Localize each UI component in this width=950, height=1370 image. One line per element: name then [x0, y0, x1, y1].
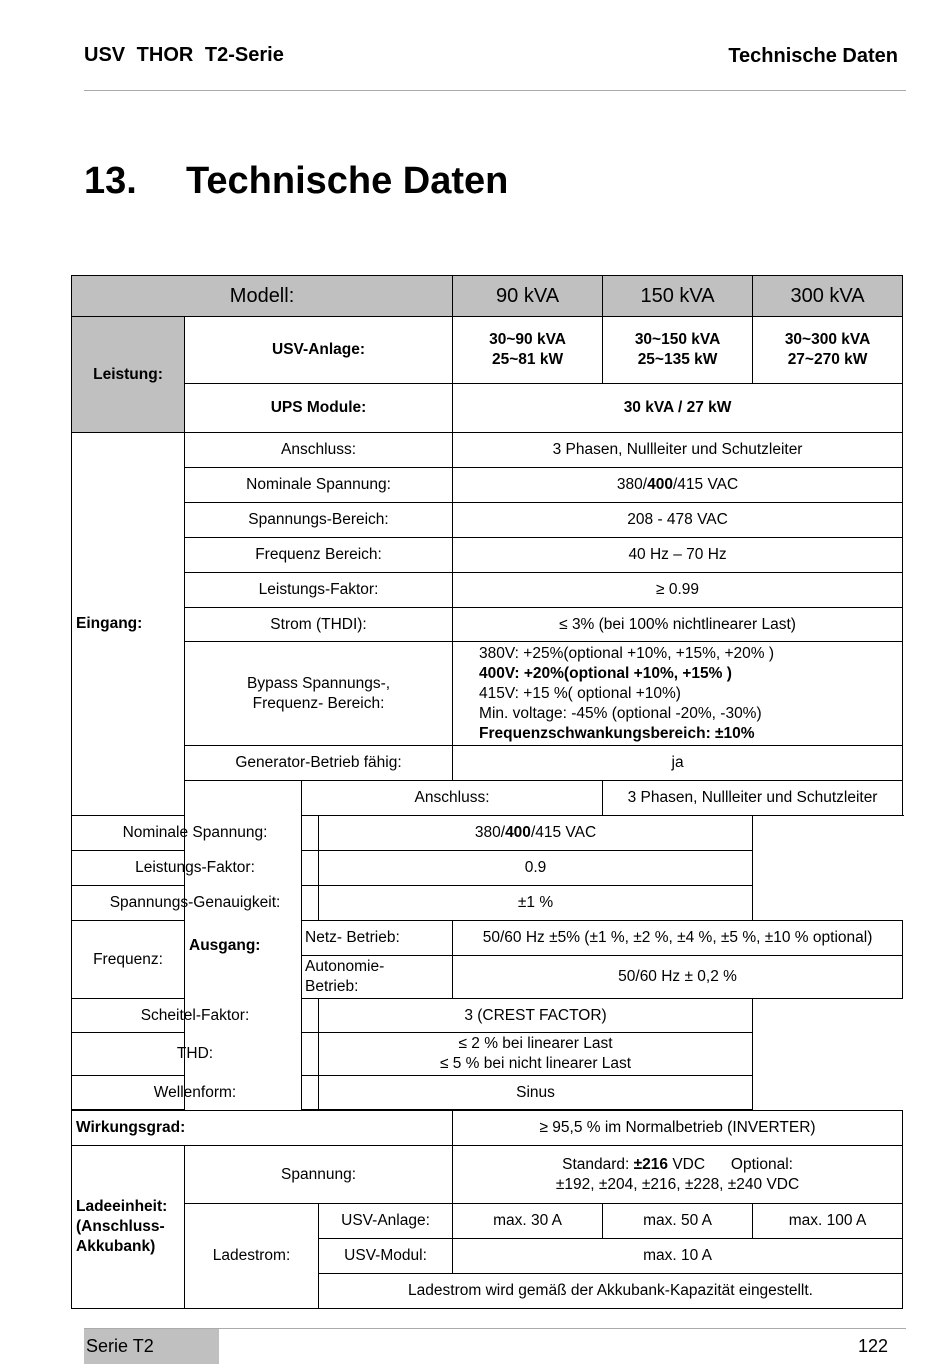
table-row [72, 746, 903, 781]
group-eingang: Eingang: [72, 433, 185, 816]
row-label: Wellenform: [72, 1076, 319, 1110]
table-row [72, 468, 903, 503]
sub-label: Netz- Betrieb: [302, 921, 453, 956]
cell-value: 0.9 [319, 851, 753, 886]
cell-value: ±1 % [319, 886, 753, 921]
cell-value: 208 - 478 VAC [453, 503, 903, 538]
group-ladeeinheit: Ladeeinheit: (Anschluss- Akkubank) [72, 1146, 185, 1309]
page-number: 122 [857, 1336, 888, 1356]
table-row [72, 1076, 903, 1110]
cell-value: 3 Phasen, Nullleiter und Schutzleiter [603, 781, 903, 816]
group-wirkungsgrad: Wirkungsgrad: [72, 1111, 453, 1146]
table-row [72, 999, 903, 1033]
sub-label: USV-Modul: [319, 1239, 453, 1274]
table-row [72, 433, 903, 468]
row-label: Frequenz Bereich: [185, 538, 453, 573]
cell-value: ja [453, 746, 903, 781]
cell-value: Sinus [319, 1076, 753, 1110]
table-row [72, 642, 903, 746]
cell-value: 380/400/415 VAC [319, 816, 753, 851]
cell-value: ≤ 3% (bei 100% nichtlinearer Last) [453, 608, 903, 642]
group-ausgang: Ausgang: [185, 781, 302, 1111]
cell-value: max. 50 A [603, 1204, 753, 1239]
table-row [72, 1033, 903, 1076]
row-label: Nominale Spannung: [185, 468, 453, 503]
table-row [72, 816, 903, 851]
cell-value: 30~150 kVA 25~135 kW [603, 317, 753, 384]
cell-value: Standard: ±216 VDC Optional: ±192, ±204, ±216, ±228, ±240 VDC [453, 1146, 903, 1204]
table-row [72, 1146, 903, 1204]
cell-value: 30 kVA / 27 kW [453, 384, 903, 433]
header-section: Technische Daten [728, 45, 898, 67]
table-row [72, 503, 903, 538]
header-model: Modell: [72, 276, 453, 317]
cell-value: 380V: +25%(optional +10%, +15%, +20% ) 400V: +20%(optional +10%, +15% ) 415V: +15 %( optional +10%) Min. voltage: -45% (optional -20%, -30%) Frequenzschwankungsbereich: ±10% [453, 642, 903, 746]
cell-value: max. 30 A [453, 1204, 603, 1239]
cell-value: 30~90 kVA 25~81 kW [453, 317, 603, 384]
cell-value: 30~300 kVA 27~270 kW [753, 317, 903, 384]
cell-value: max. 100 A [753, 1204, 903, 1239]
header-divider [84, 90, 906, 91]
cell-value: 40 Hz – 70 Hz [453, 538, 903, 573]
table-row [72, 608, 903, 642]
header-150kva: 150 kVA [603, 276, 753, 317]
row-label: Nominale Spannung: [72, 816, 319, 851]
table-header-row [72, 276, 903, 317]
cell-value: ≤ 2 % bei linearer Last ≤ 5 % bei nicht linearer Last [319, 1033, 753, 1076]
header-300kva: 300 kVA [753, 276, 903, 317]
row-label: Bypass Spannungs-, Frequenz- Bereich: [185, 642, 453, 746]
sub-label: Autonomie- Betrieb: [302, 956, 453, 999]
footer-series: Serie T2 [84, 1329, 219, 1364]
row-label: Scheitel-Faktor: [72, 999, 319, 1033]
table-row [72, 384, 903, 433]
header-title: USV THOR T2-Serie [84, 44, 284, 66]
table-row [72, 886, 903, 921]
table-row [72, 1111, 903, 1146]
cell-value: ≥ 0.99 [453, 573, 903, 608]
group-leistung: Leistung: [72, 317, 185, 433]
row-label: Strom (THDI): [185, 608, 453, 642]
row-label: Ladestrom: [185, 1204, 319, 1309]
cell-value: 50/60 Hz ±5% (±1 %, ±2 %, ±4 %, ±5 %, ±10 % optional) [453, 921, 903, 956]
row-label: Leistungs-Faktor: [185, 573, 453, 608]
cell-value: ≥ 95,5 % im Normalbetrieb (INVERTER) [453, 1111, 903, 1146]
row-label: Frequenz: [72, 921, 185, 999]
row-label: UPS Module: [185, 384, 453, 433]
row-label: Generator-Betrieb fähig: [185, 746, 453, 781]
table-row [72, 317, 903, 384]
row-label: USV-Anlage: [185, 317, 453, 384]
chapter-heading [84, 160, 508, 203]
chapter-title: Technische Daten [186, 160, 509, 202]
cell-value: 3 Phasen, Nullleiter und Schutzleiter [453, 433, 903, 468]
cell-value: 380/400/415 VAC [453, 468, 903, 503]
row-label: Spannungs-Bereich: [185, 503, 453, 538]
sub-label: USV-Anlage: [319, 1204, 453, 1239]
cell-note: Ladestrom wird gemäß der Akkubank-Kapazität eingestellt. [319, 1274, 903, 1309]
row-label: Anschluss: [302, 781, 603, 816]
row-label: Spannung: [185, 1146, 453, 1204]
row-label: Leistungs-Faktor: [72, 851, 319, 886]
table-row [72, 781, 903, 816]
table-row [72, 538, 903, 573]
chapter-number: 13. [84, 160, 137, 202]
table-row [72, 851, 903, 886]
table-row [72, 1204, 903, 1239]
table-row [72, 573, 903, 608]
row-label: Anschluss: [185, 433, 453, 468]
spec-table [71, 275, 903, 1309]
row-label: Spannungs-Genauigkeit: [72, 886, 319, 921]
cell-value: 50/60 Hz ± 0,2 % [453, 956, 903, 999]
cell-value: max. 10 A [453, 1239, 903, 1274]
row-label: THD: [72, 1033, 319, 1076]
header-90kva: 90 kVA [453, 276, 603, 317]
cell-value: 3 (CREST FACTOR) [319, 999, 753, 1033]
